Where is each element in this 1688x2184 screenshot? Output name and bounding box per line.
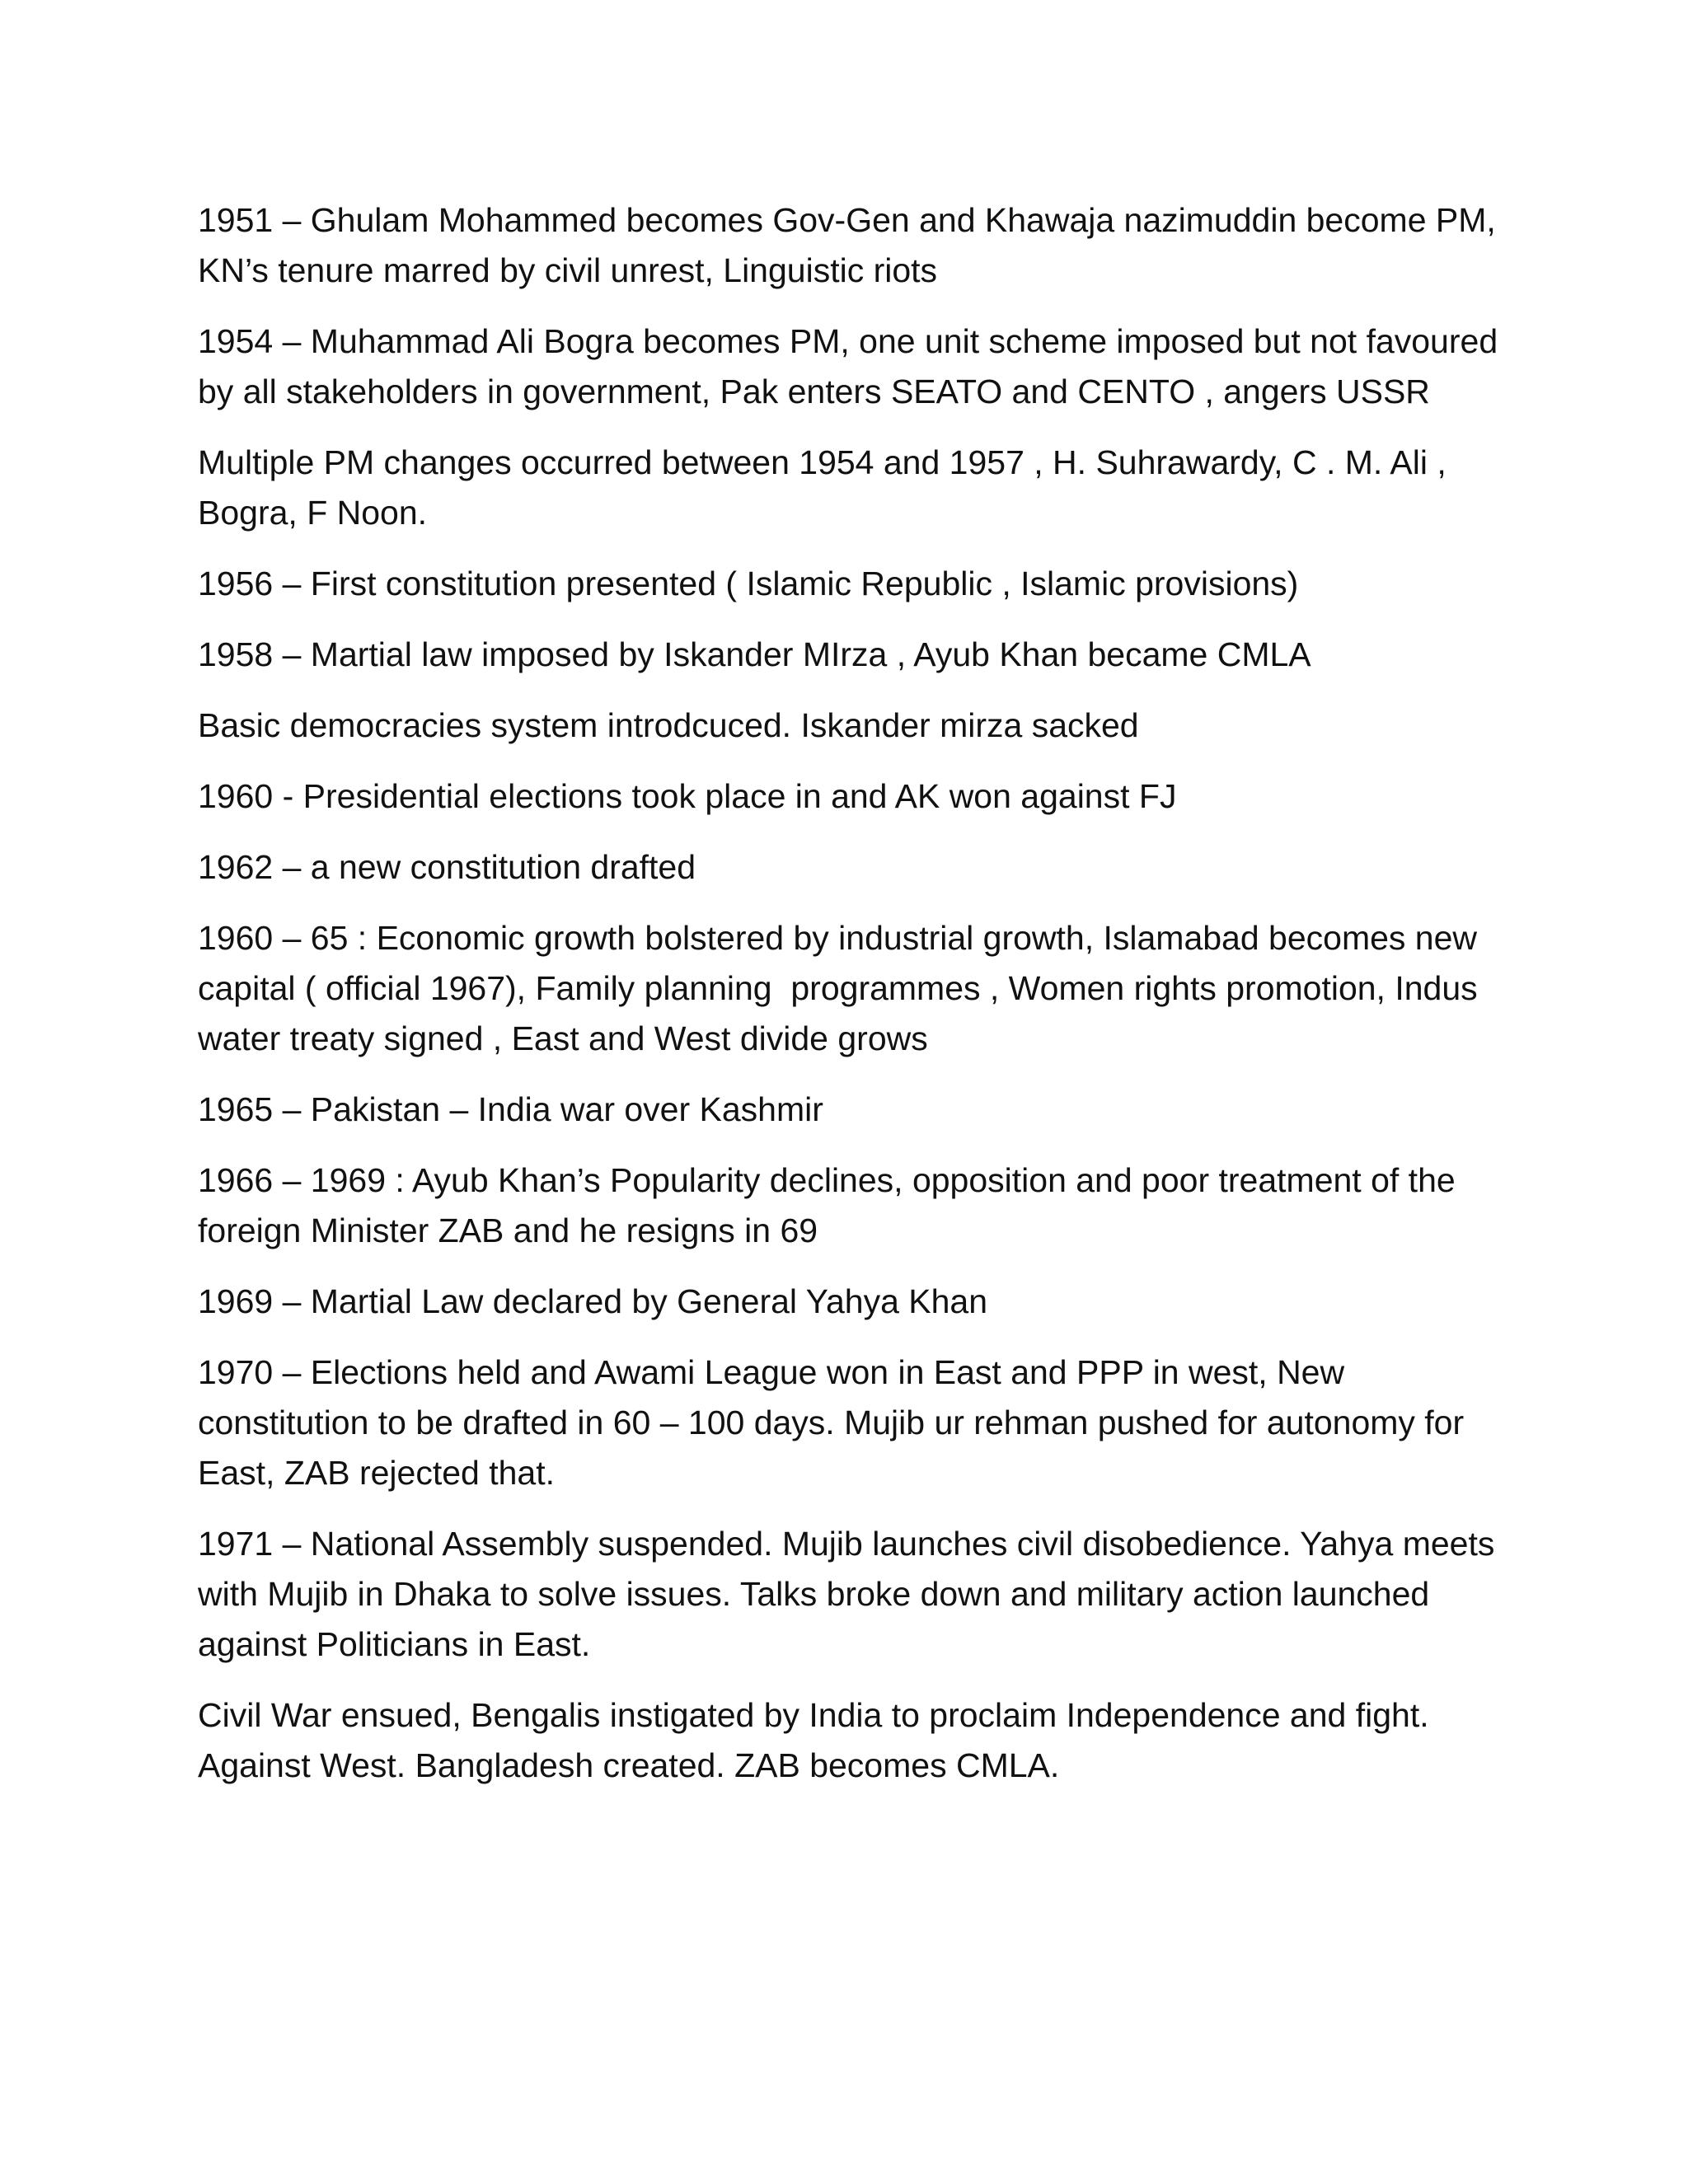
paragraph-1971: 1971 – National Assembly suspended. Mujib launches civil disobedience. Yahya meets with Mujib in Dhaka to solve issues. Talks broke down and military action launched against Politicians in East. xyxy=(198,1525,1504,1663)
paragraph-1956: 1956 – First constitution presented ( Islamic Republic , Islamic provisions) xyxy=(198,565,1299,602)
paragraph-pm-changes: Multiple PM changes occurred between 1954 and 1957 , H. Suhrawardy, C . M. Ali , Bogra, F Noon. xyxy=(198,443,1456,532)
document-body xyxy=(198,195,1508,1811)
paragraph-civil-war: Civil War ensued, Bengalis instigated by India to proclaim Independence and fight. Against West. Bangladesh created. ZAB becomes CMLA. xyxy=(198,1696,1437,1784)
paragraph-1962: 1962 – a new constitution drafted xyxy=(198,848,696,886)
paragraph-1951: 1951 – Ghulam Mohammed becomes Gov-Gen and Khawaja nazimuddin become PM, KN’s tenure marred by civil unrest, Linguistic riots xyxy=(198,201,1506,289)
paragraph-1960: 1960 - Presidential elections took place in and AK won against FJ xyxy=(198,777,1177,815)
paragraph-1958: 1958 – Martial law imposed by Iskander MIrza , Ayub Khan became CMLA xyxy=(198,635,1311,673)
paragraph-1960-65: 1960 – 65 : Economic growth bolstered by industrial growth, Islamabad becomes new capital ( official 1967), Family planning programmes , Women rights promotion, Indus water treaty signed , East and West divide grows xyxy=(198,919,1488,1057)
paragraph-1966-1969: 1966 – 1969 : Ayub Khan’s Popularity declines, opposition and poor treatment of the foreign Minister ZAB and he resigns in 69 xyxy=(198,1161,1465,1249)
paragraph-1969: 1969 – Martial Law declared by General Yahya Khan xyxy=(198,1282,988,1320)
paragraph-1954: 1954 – Muhammad Ali Bogra becomes PM, one unit scheme imposed but not favoured by all stakeholders in government, Pak enters SEATO and CENTO , angers USSR xyxy=(198,322,1507,410)
paragraph-1965: 1965 – Pakistan – India war over Kashmir xyxy=(198,1090,823,1128)
paragraph-1970: 1970 – Elections held and Awami League won in East and PPP in west, New constitution to be drafted in 60 – 100 days. Mujib ur rehman pushed for autonomy for East, ZAB rejected that. xyxy=(198,1353,1474,1492)
paragraph-basic-democracies: Basic democracies system introdcuced. Iskander mirza sacked xyxy=(198,706,1139,744)
